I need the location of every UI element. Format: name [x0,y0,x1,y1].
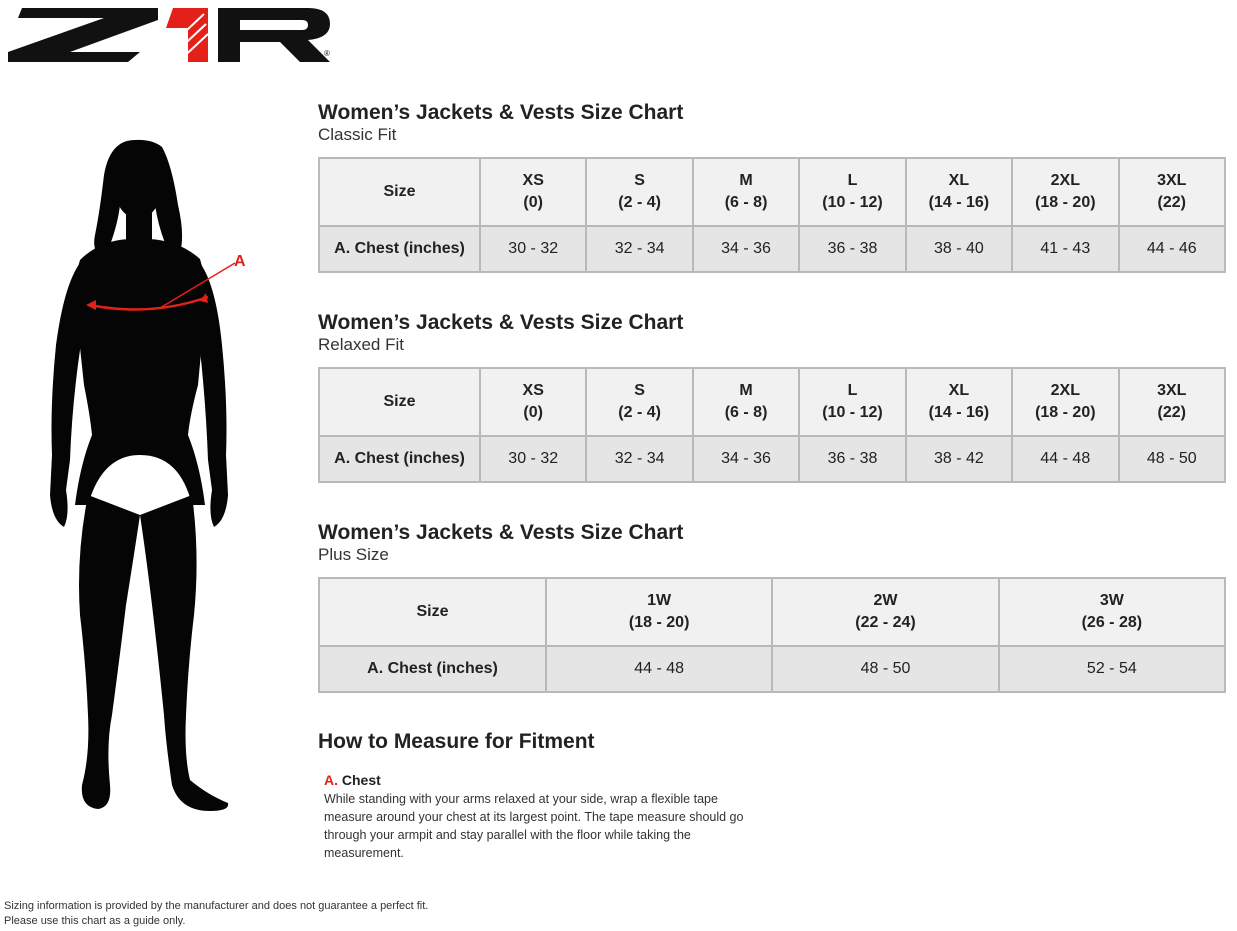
chest-value: 44 - 48 [546,646,772,692]
size-cell: M (6 - 8) [693,368,799,436]
chest-value: 32 - 34 [586,226,692,272]
chart-subtitle: Plus Size [318,545,389,564]
chest-instruction-heading [324,772,918,788]
table-header-row [319,158,1225,226]
size-cell: 2XL (18 - 20) [1012,368,1118,436]
chest-row-label: A. Chest (inches) [319,646,546,692]
chest-instruction-text: While standing with your arms relaxed at your side, wrap a flexible tape measure around your chest at its largest point. The tape measure should go through your armpit and stay parallel with the floor while taking the measurement. [324,792,744,860]
chest-value: 41 - 43 [1012,226,1118,272]
size-cell: XS (0) [480,368,586,436]
chest-row [319,436,1225,482]
size-cell: 3W (26 - 28) [999,578,1225,646]
classic-fit-section [318,101,1226,273]
chest-value: 36 - 38 [799,436,905,482]
howto-title: How to Measure for Fitment [318,730,595,753]
size-cell: XL (14 - 16) [906,158,1012,226]
chart-subtitle: Classic Fit [318,125,397,144]
chest-value: 38 - 42 [906,436,1012,482]
chest-value: 34 - 36 [693,436,799,482]
size-table-relaxed [318,367,1226,483]
chest-row [319,226,1225,272]
chest-value: 32 - 34 [586,436,692,482]
size-cell: 3XL (22) [1119,368,1225,436]
plus-size-section [318,521,1226,693]
size-cell: L (10 - 12) [799,368,905,436]
chest-value: 34 - 36 [693,226,799,272]
size-cell: S (2 - 4) [586,158,692,226]
size-cell: 2W (22 - 24) [772,578,998,646]
chart-title: Women’s Jackets & Vests Size Chart [318,521,684,544]
size-header: Size [319,578,546,646]
size-cell: S (2 - 4) [586,368,692,436]
item-name: Chest [341,772,381,788]
size-header: Size [319,158,480,226]
size-cell: L (10 - 12) [799,158,905,226]
disclaimer-line-1: Sizing information is provided by the manufacturer and does not guarantee a perfect fit. [4,900,429,912]
chest-value: 44 - 48 [1012,436,1118,482]
z1r-logo [8,6,332,64]
female-silhouette [40,135,250,815]
relaxed-fit-section [318,311,1226,483]
size-cell: XL (14 - 16) [906,368,1012,436]
chest-value: 44 - 46 [1119,226,1225,272]
marker-label-a: A [234,253,246,270]
chest-row [319,646,1225,692]
size-table-plus [318,577,1226,693]
item-letter: A. [324,772,338,788]
table-header-row [319,368,1225,436]
chest-value: 48 - 50 [772,646,998,692]
chest-value: 36 - 38 [799,226,905,272]
chart-title: Women’s Jackets & Vests Size Chart [318,311,684,334]
size-cell: M (6 - 8) [693,158,799,226]
chest-value: 52 - 54 [999,646,1225,692]
size-cell: 3XL (22) [1119,158,1225,226]
chest-row-label: A. Chest (inches) [319,226,480,272]
registered-mark: ® [324,49,330,58]
chest-value: 30 - 32 [480,226,586,272]
size-cell: 1W (18 - 20) [546,578,772,646]
chart-subtitle: Relaxed Fit [318,335,404,354]
chest-value: 30 - 32 [480,436,586,482]
size-header: Size [319,368,480,436]
size-cell: 2XL (18 - 20) [1012,158,1118,226]
size-table-classic [318,157,1226,273]
chest-value: 38 - 40 [906,226,1012,272]
chest-value: 48 - 50 [1119,436,1225,482]
how-to-measure-section [318,730,918,862]
table-header-row [319,578,1225,646]
chest-row-label: A. Chest (inches) [319,436,480,482]
chart-title: Women’s Jackets & Vests Size Chart [318,101,684,124]
disclaimer-line-2: Please use this chart as a guide only. [4,915,186,927]
size-cell: XS (0) [480,158,586,226]
disclaimer [4,899,428,929]
